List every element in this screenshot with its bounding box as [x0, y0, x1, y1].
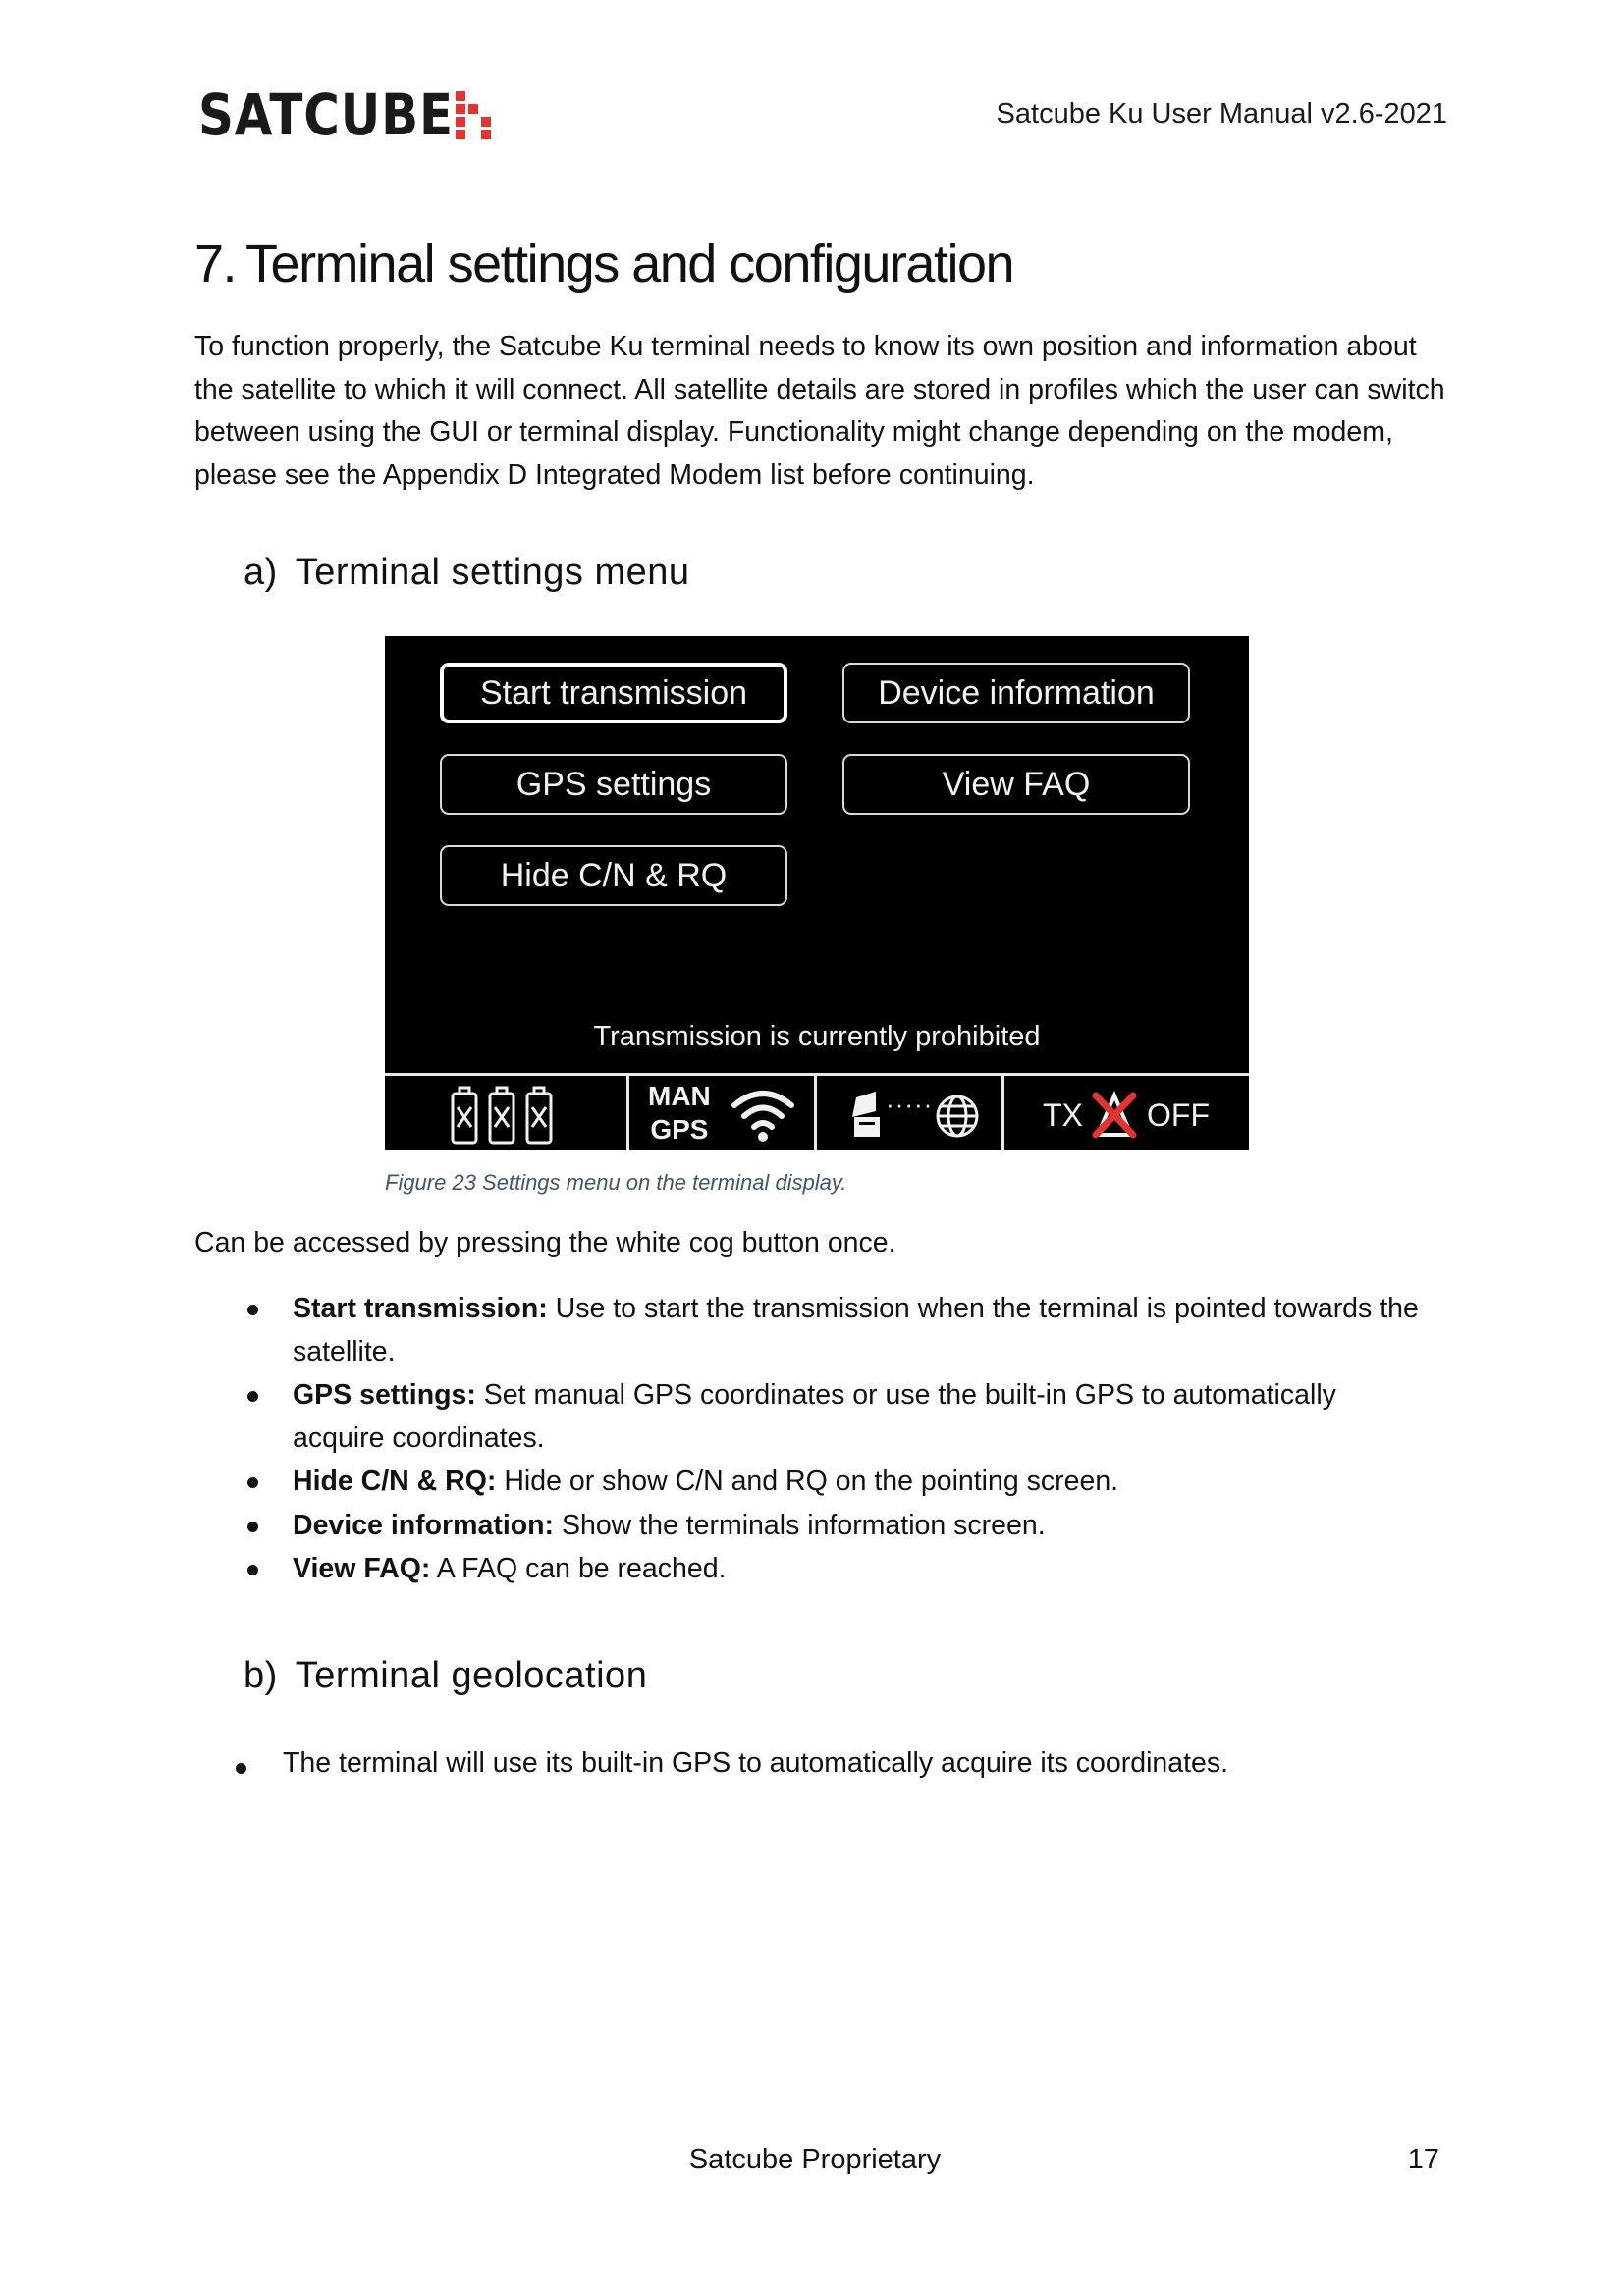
subsection-a-title: Terminal settings menu — [295, 552, 690, 593]
gps-mode-line1: MAN — [648, 1081, 711, 1111]
globe-icon — [935, 1094, 980, 1139]
section-title: Terminal settings and configuration — [245, 235, 1014, 294]
satcube-logo — [198, 81, 491, 148]
tx-state: OFF — [1147, 1097, 1210, 1133]
list-item — [244, 1374, 1422, 1460]
gps-mode-indicator — [648, 1080, 711, 1147]
device-information-button[interactable]: Device information — [842, 663, 1190, 723]
bullet-term: GPS settings: — [293, 1379, 476, 1411]
subsection-a-label: a) — [244, 552, 278, 593]
bullet-text: Hide or show C/N and RQ on the pointing screen. — [496, 1466, 1119, 1497]
list-item — [244, 1505, 1422, 1548]
list-item — [244, 1288, 1422, 1373]
subsection-b-heading — [244, 1655, 647, 1697]
document-title: Satcube Ku User Manual v2.6-2021 — [996, 98, 1447, 130]
subsection-b-title: Terminal geolocation — [295, 1655, 648, 1696]
tx-label: TX — [1043, 1097, 1083, 1133]
page-number: 17 — [1407, 2144, 1439, 2175]
bullet-text: Set manual GPS coordinates or use the built-in GPS to automatically acquire coordinates. — [293, 1379, 1336, 1454]
transmission-status-message: Transmission is currently prohibited — [593, 1021, 1041, 1052]
list-item — [244, 1461, 1422, 1504]
subsection-a-heading — [244, 552, 690, 594]
bullet-term: View FAQ: — [293, 1553, 431, 1584]
footer-proprietary: Satcube Proprietary — [688, 2144, 942, 2175]
geolocation-bullet — [234, 1747, 1228, 1780]
battery-empty-icons — [448, 1086, 556, 1147]
intro-paragraph: To function properly, the Satcube Ku terminal needs to know its own position and information about the satellite to which it will connect. All satellite details are stored in profiles which the user can switch between using the GUI or terminal display. Functionality might change depending on the modem, please see the Appendix D Integrated Modem list before continuing. — [194, 331, 1445, 491]
settings-bullet-list — [244, 1288, 1422, 1592]
section-number: 7. — [194, 235, 237, 294]
hide-cn-rq-button[interactable]: Hide C/N & RQ — [440, 845, 787, 906]
access-note: Can be accessed by pressing the white cog button once. — [194, 1227, 896, 1258]
gps-settings-button[interactable]: GPS settings — [440, 754, 787, 815]
terminal-status-bar — [385, 1073, 1249, 1150]
bullet-term: Device information: — [293, 1509, 555, 1541]
subsection-b-label: b) — [244, 1655, 278, 1696]
gps-mode-line2: GPS — [650, 1114, 709, 1145]
wifi-icon — [729, 1088, 797, 1143]
view-faq-button[interactable]: View FAQ — [842, 754, 1190, 815]
link-dots: ····· — [886, 1090, 934, 1119]
logo-dots-icon — [456, 91, 491, 139]
terminal-display-figure — [385, 636, 1249, 1150]
bullet-term: Hide C/N & RQ: — [293, 1466, 497, 1497]
bullet-text: A FAQ can be reached. — [430, 1553, 727, 1584]
bullet-term: Start transmission: — [293, 1293, 548, 1324]
list-item — [244, 1548, 1422, 1591]
terminal-device-icon — [846, 1088, 886, 1143]
start-transmission-button[interactable]: Start transmission — [440, 663, 787, 723]
tx-prohibited-icon — [1090, 1090, 1139, 1141]
figure-caption: Figure 23 Settings menu on the terminal display. — [385, 1170, 847, 1195]
section-heading — [194, 234, 1013, 294]
bullet-text: Use to start the transmission when the terminal is pointed towards the satellite. — [293, 1293, 1419, 1367]
geolocation-bullet-text: The terminal will use its built-in GPS to automatically acquire its coordinates. — [283, 1747, 1229, 1779]
logo-text: SATCUBE — [198, 81, 454, 148]
bullet-text: Show the terminals information screen. — [554, 1509, 1046, 1541]
